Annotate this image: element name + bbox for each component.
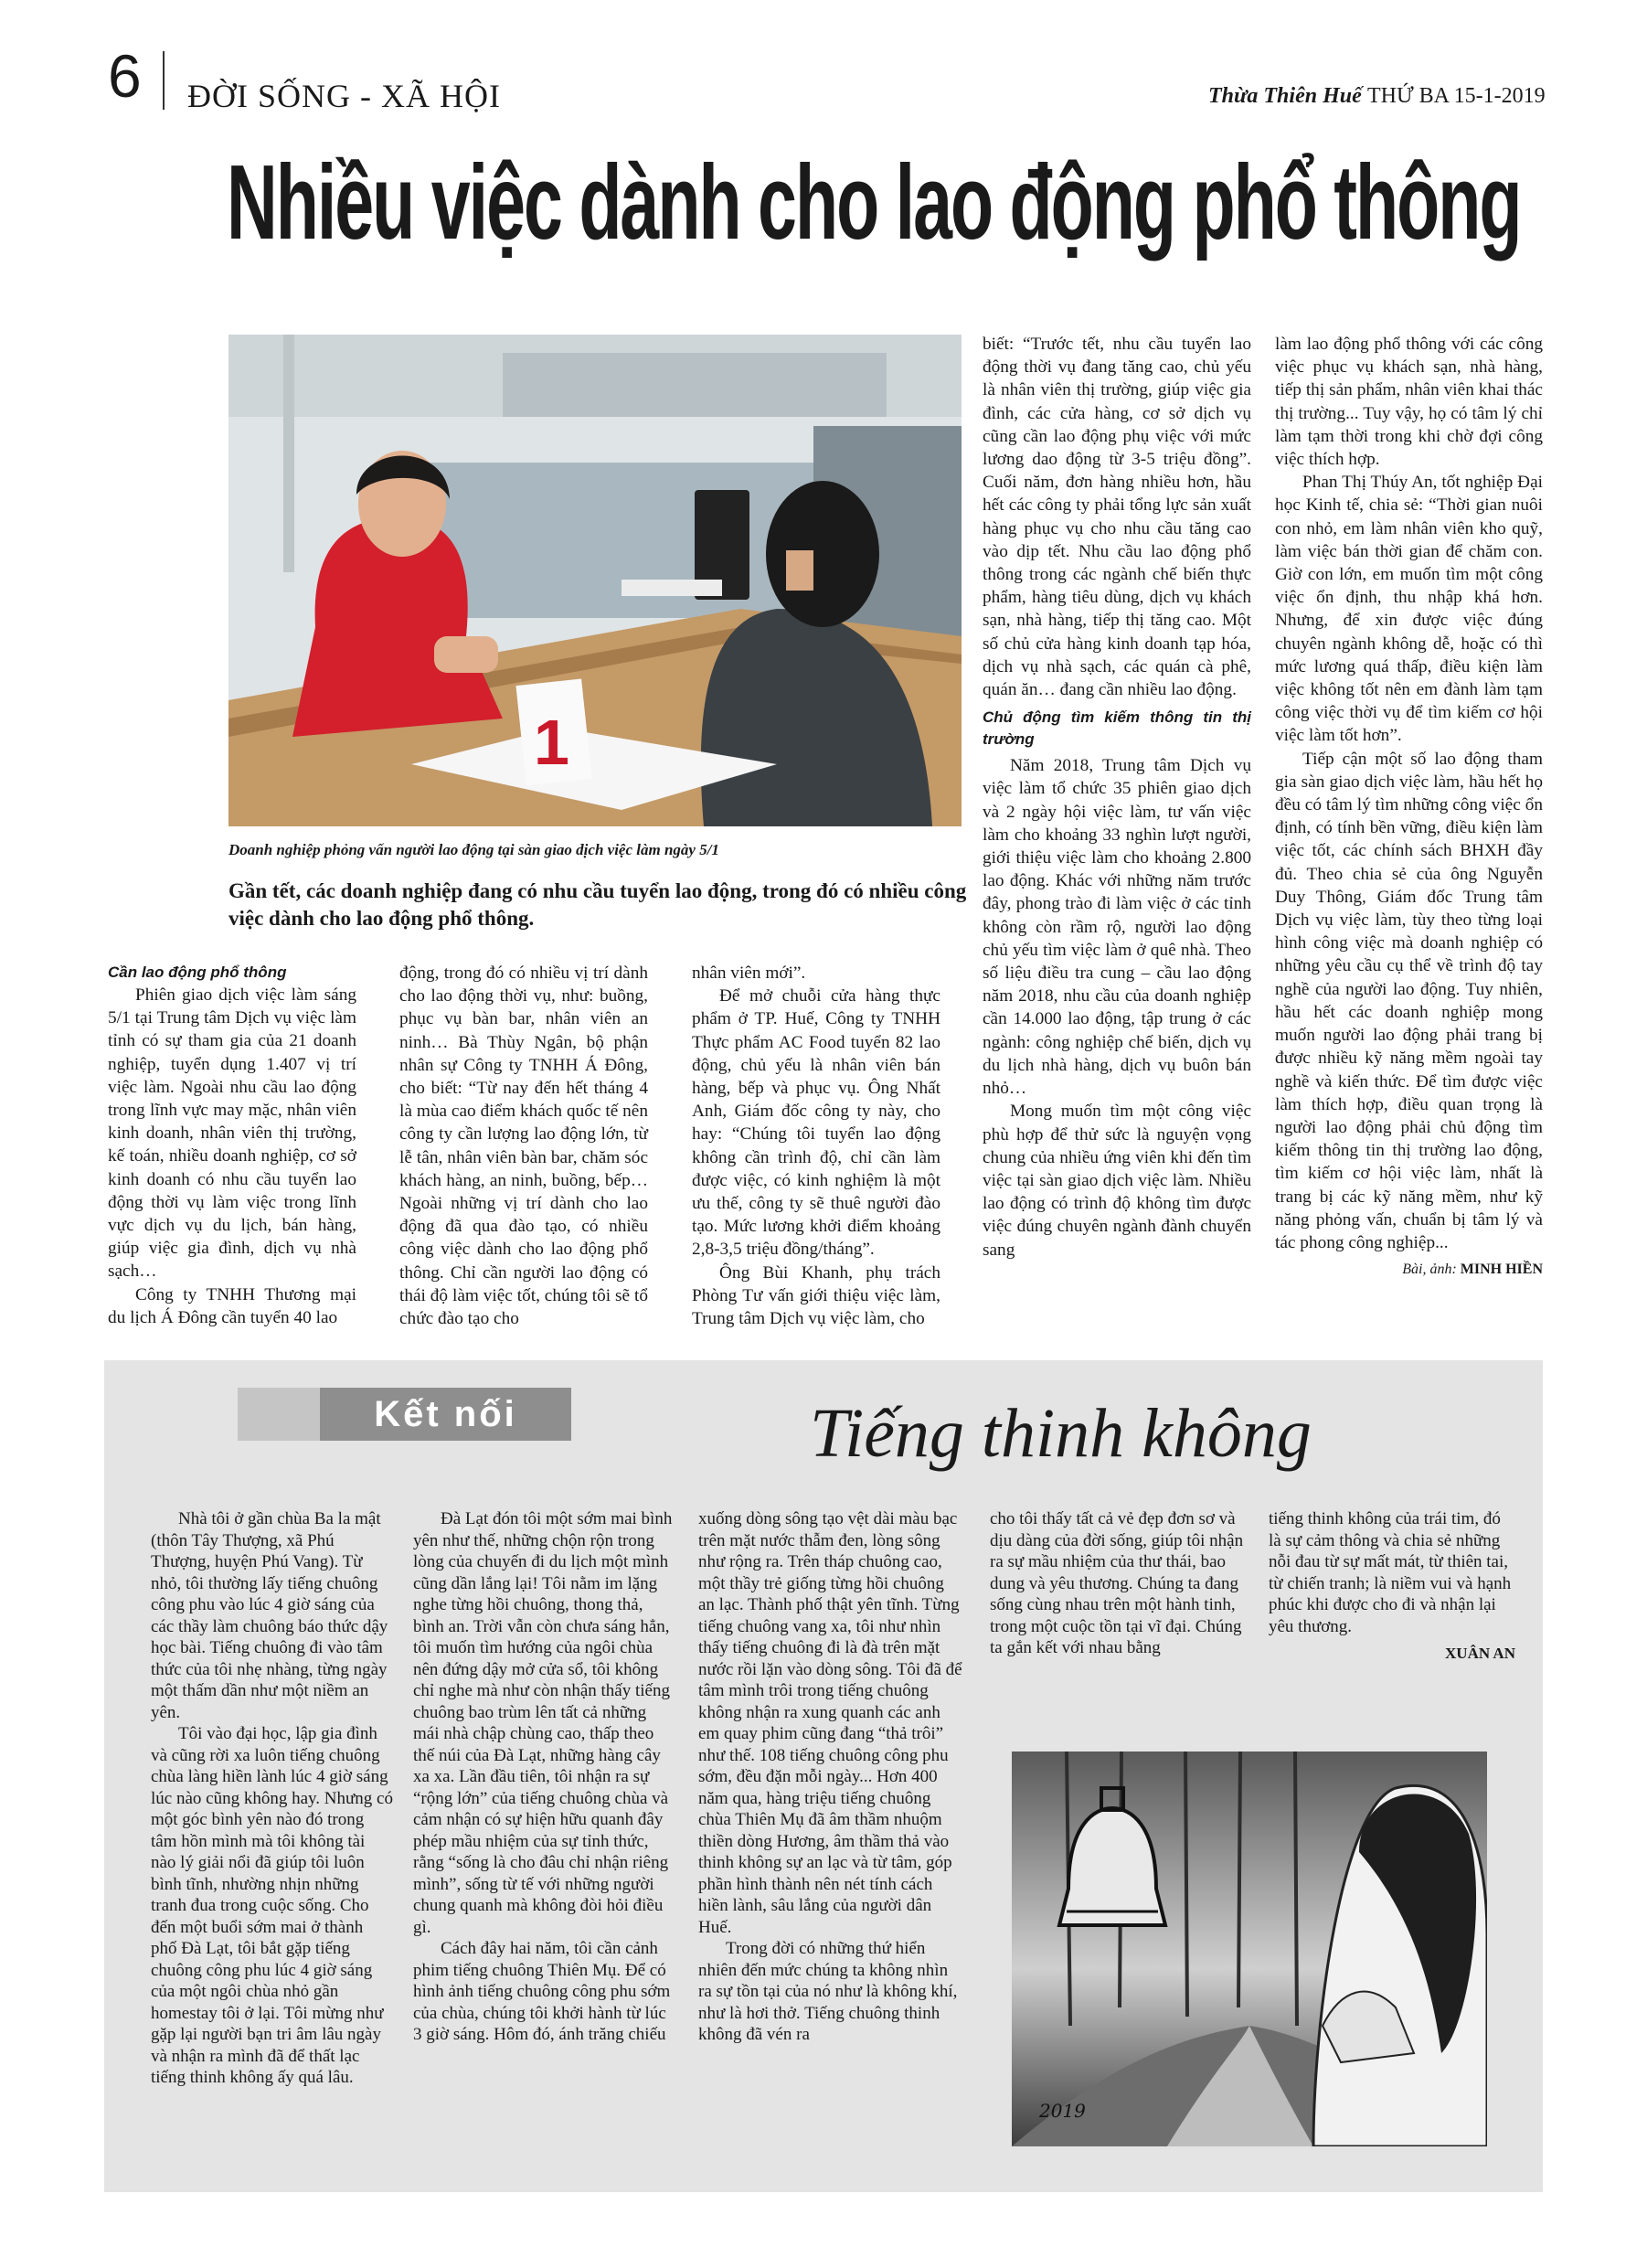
bell-and-girl-drawing (1012, 1752, 1487, 2146)
paragraph: Ông Bùi Khanh, phụ trách Phòng Tư vấn giới thiệu việc làm, Trung tâm Dịch vụ việc làm, cho (692, 1262, 940, 1329)
byline-author: MINH HIỀN (1460, 1262, 1543, 1278)
page-number: 6 (108, 42, 142, 110)
paragraph: Công ty TNHH Thương mại du lịch Á Đông cần tuyển 40 lao (108, 1284, 356, 1327)
issue-date: THỨ BA 15-1-2019 (1367, 84, 1546, 108)
photo-caption: Doanh nghiệp phỏng vấn người lao động tại sàn giao dịch việc làm ngày 5/1 (228, 841, 719, 858)
paragraph: Nhà tôi ở gần chùa Ba la mật (thôn Tây Thượng, xã Phú Thượng, huyện Phú Vang). Từ nhỏ, tôi thường lấy tiếng chuông công phu vào lúc 4 giờ sáng của các thầy làm chuông báo thức dậy học bài. Tiếng chuông đi vào tâm thức của tôi nhẹ nhàng, từng ngày một thấm dần như một niềm an yên. (151, 1509, 388, 1722)
paragraph: Phiên giao dịch việc làm sáng 5/1 tại Trung tâm Dịch vụ việc làm tỉnh có sự tham gia của 21 doanh nghiệp, tuyển dụng 1.407 vị trí việc làm. Ngoài nhu cầu lao động trong lĩnh vực may mặc, nhân viên kinh doanh, nhân viên thị trường, kế toán, nhiều doanh nghiệp, cơ sở kinh doanh có nhu cầu tuyển lao động thời vụ làm việc trong lĩnh vực dịch vụ du lịch, bán hàng, giúp việc gia đình, dịch vụ nhà sạch… (108, 985, 356, 1282)
essay-author: XUÂN AN (1445, 1645, 1515, 1662)
newspaper-name: Thừa Thiên Huế (1208, 84, 1362, 108)
paragraph: Mong muốn tìm một công việc phù hợp để thử sức là nguyện vọng chung của nhiều ứng viên khi đến tìm việc tại sàn giao dịch việc làm. Nhiều lao động có trình độ không tìm được việc đúng chuyên ngành đành chuyển sang (983, 1102, 1251, 1260)
article-column-1 (108, 962, 356, 1329)
desk-sign-number: 1 (534, 707, 569, 778)
paragraph: Trong đời có những thứ hiển nhiên đến mức chúng ta không nhìn ra sự tồn tại của nó như là không khí, như là hơi thở. Tiếng chuông thinh không đã vén ra (698, 1939, 958, 2044)
paragraph: tiếng thinh không của trái tim, đó là sự cảm thông và chia sẻ những nỗi đau từ sự mất mát, từ thiên tai, từ chiến tranh; là niềm vui và hạnh phúc khi được cho đi và nhận lại yêu thương. (1269, 1509, 1512, 1636)
paragraph: biết: “Trước tết, nhu cầu tuyển lao động thời vụ đang tăng cao, chủ yếu là nhân viên thị trường, giúp việc gia đình, các cửa hàng, cơ sở dịch vụ cũng cần lao động phụ việc với mức lương dao động từ 3-5 triệu đồng”. Cuối năm, đơn hàng nhiều hơn, hầu hết các công ty phải tổng lực sản xuất hàng phục vụ cho nhu cầu tăng cao vào dịp tết. Nhu cầu lao động phổ thông trong các ngành chế biến thực phẩm, hàng tiêu dùng, dịch vụ khách sạn, nhà hàng, tiếp thị tăng cao. Một số chủ cửa hàng kinh doanh tạp hóa, dịch vụ nhà sạch, các quán cà phê, quán ăn… đang cần nhiều lao động. (983, 335, 1251, 700)
paragraph: Năm 2018, Trung tâm Dịch vụ việc làm tổ chức 35 phiên giao dịch và 2 ngày hội việc làm, tư vấn việc làm cho khoảng 33 nghìn lượt người, giới thiệu việc làm cho khoảng 2.800 lao động. Khác với những năm trước đây, phong trào đi làm việc ở các tỉnh không còn rầm rộ, người lao động chủ yếu tìm việc làm ở quê nhà. Theo số liệu điều tra cung – cầu lao động năm 2018, nhu cầu của doanh nghiệp cần 14.000 lao động, tập trung ở các ngành: công nghiệp chế biến, dịch vụ du lịch nhà hàng, dịch vụ buôn bán nhỏ… (983, 756, 1251, 1099)
section-tag: Kết nối (320, 1388, 571, 1441)
paragraph: Phan Thị Thúy An, tốt nghiệp Đại học Kinh tế, chia sẻ: “Thời gian nuôi con nhỏ, em làm nhân viên kho quỹ, làm việc bán thời gian để chăm con. Giờ con lớn, em muốn tìm một công việc ổn định, thu nhập khá hơn. Nhưng, để xin được việc đúng chuyên ngành không dễ, hoặc có thì mức lương quá thấp, điều kiện làm việc không tốt nên em đành làm tạm công việc thời vụ để tìm kiếm cơ hội việc làm tốt hơn”. (1275, 473, 1543, 746)
paragraph: cho tôi thấy tất cả vẻ đẹp đơn sơ và dịu dàng của đời sống, giúp tôi nhận ra sự mầu nhiệm của thư thái, bao dung và yêu thương. Chúng ta đang sống cùng nhau trên một hành tinh, trong một cuộc tồn tại vĩ đại. Chúng ta gắn kết với nhau bằng (990, 1509, 1244, 1657)
paragraph: nhân viên mới”. (692, 964, 806, 983)
subhead-lao-dong: Cần lao động phổ thông (108, 964, 287, 981)
paragraph: Tiếp cận một số lao động tham gia sàn giao dịch việc làm, hầu hết họ đều có tâm lý tìm những công việc ổn định, có tính bền vững, điều kiện làm việc tốt, các chính sách BHXH đầy đủ. Theo chia sẻ của ông Nguyễn Duy Thông, Giám đốc Trung tâm Dịch vụ việc làm, tùy theo từng loại hình công việc mà doanh nghiệp có những yêu cầu cụ thể về trình độ tay nghề của người lao động. Tuy nhiên, hầu hết các doanh nghiệp mong muốn người lao động phải trang bị được nhiều kỹ năng mềm ngoài tay nghề và kiến thức. Để tìm được việc làm thích hợp, điều quan trọng là người lao động phải chủ động tìm kiếm thông tin thị trường lao động, tìm kiếm cơ hội việc làm, nhất là trang bị các kỹ năng mềm, như kỹ năng phỏng vấn, chuẩn bị tâm lý và tác phong công nghiệp... (1275, 749, 1543, 1252)
article-column-5 (1275, 333, 1543, 1281)
paragraph: động, trong đó có nhiều vị trí dành cho lao động thời vụ, như: buồng, phục vụ bàn bar, nhân viên an ninh… Bà Thùy Ngân, bộ phận nhân sự Công ty TNHH Á Đông, cho biết: “Từ nay đến hết tháng 4 là mùa cao điểm khách quốc tế nên công ty cần lượng lao động lớn, từ lễ tân, nhân viên bàn bar, chăm sóc khách hàng, an ninh, buồng, bếp… Ngoài những vị trí dành cho lao động đã qua đào tạo, có nhiều công việc dành cho lao động phổ thông. Chỉ cần người lao động có thái độ làm việc tốt, chúng tôi sẽ tổ chức đào tạo cho (399, 964, 648, 1329)
paragraph: làm lao động phổ thông với các công việc phục vụ khách sạn, nhà hàng, tiếp thị sản phẩm, nhân viên khai thác thị trường... Tuy vậy, họ có tâm lý chỉ làm tạm thời trong khi chờ đợi công việc thích hợp. (1275, 335, 1543, 470)
article-photo (228, 335, 962, 826)
photo-illustration (228, 335, 962, 826)
paragraph: Đà Lạt đón tôi một sớm mai bình yên như thế, những chộn rộn trong lòng của chuyến đi du lịch một mình cũng dần lắng lại! Tôi nằm im lặng nghe từng hồi chuông, thong thả, bình an. Trời vẫn còn chưa sáng hẳn, tôi muốn tìm hướng của ngôi chùa nên đứng dậy mở cửa sổ, tôi không chỉ nghe mà như còn nhận thấy tiếng chuông bao trùm lên tất cả những mái nhà chập chùng cao, thấp theo thế núi của Đà Lạt, những hàng cây xa xa. Lần đầu tiên, tôi nhận ra sự “rộng lớn” của tiếng chuông chùa và cảm nhận có sự hiện hữu quanh đây phép mầu nhiệm của sự tỉnh thức, rằng “sống là cho đâu chỉ nhận riêng mình”, sống từ tế với những người chung quanh mà không đòi hỏi điều gì. (413, 1509, 673, 1937)
paragraph: xuống dòng sông tạo vệt dài màu bạc trên mặt nước thẫm đen, lòng sông như rộng ra. Trên tháp chuông cao, một thầy trẻ giống từng hồi chuông an lạc. Thành phố thật yên tĩnh. Từng tiếng chuông vang xa, tôi như nhìn thấy tiếng chuông đi là đà trên mặt nước rồi lặn vào dòng sông. Tôi đã để tâm mình trôi trong tiếng chuông không nhận ra xung quanh các anh em quay phim cũng đang “thả trôi” như thế. 108 tiếng chuông công phu sớm, đều đặn mỗi ngày... Hơn 400 năm qua, hàng triệu tiếng chuông chùa Thiên Mụ đã âm thầm nhuộm thiền dòng Hương, âm thầm thả vào thinh không sự an lạc và từ tâm, góp phần hình thành nên nét tính cách hiền lành, sâu lắng của người dân Huế. (698, 1509, 962, 1937)
byline-prefix: Bài, ảnh: (1402, 1262, 1457, 1278)
paragraph: Tôi vào đại học, lập gia đình và cũng rời xa luôn tiếng chuông chùa làng hiền lành lúc 4 giờ sáng lúc nào cũng không hay. Nhưng có một góc bình yên nào đó trong tâm hồn mình mà tôi không tài nào lý giải nổi đã giúp tôi luôn bình tĩnh, nhường nhịn những tranh đua trong cuộc sống. Cho đến một buổi sớm mai ở thành phố Đà Lạt, tôi bắt gặp tiếng chuông công phu lúc 4 giờ sáng của một ngôi chùa nhỏ gần homestay tôi ở lại. Tôi mừng như gặp lại người bạn tri âm lâu ngày và nhận ra mình đã để thất lạc tiếng thinh không ấy quá lâu. (151, 1724, 393, 2087)
article-column-2 (399, 962, 648, 1330)
essay-column-1 (151, 1508, 393, 2089)
essay-column-4 (990, 1508, 1248, 1659)
artist-signature: 2019 (1039, 2100, 1086, 2122)
section-title: ĐỜI SỐNG - XÃ HỘI (187, 78, 501, 114)
sapo: Gần tết, các doanh nghiệp đang có nhu cầu tuyển lao động, trong đó có nhiều công việc dành cho lao động phổ thông. (228, 879, 967, 930)
headline: Nhiều việc dành cho lao động phổ thông (227, 143, 1521, 261)
byline (1275, 1258, 1543, 1281)
essay-illustration (1012, 1752, 1487, 2146)
paragraph: Cách đây hai năm, tôi cần cảnh phim tiếng chuông Thiên Mụ. Để có hình ảnh tiếng chuông công phu sớm của chùa, chúng tôi khởi hành từ lúc 3 giờ sáng. Hôm đó, ánh trăng chiếu (413, 1939, 671, 2044)
essay-column-3 (698, 1508, 963, 2046)
subhead-thi-truong: Chủ động tìm kiếm thông tin thị trường (983, 708, 1251, 749)
paragraph: Để mở chuỗi cửa hàng thực phẩm ở TP. Huế, Công ty TNHH Thực phẩm AC Food tuyển 82 lao động, chủ yếu là nhân viên bán hàng, bếp và phục vụ. Ông Nhất Anh, Giám đốc công ty này, cho hay: “Chúng tôi tuyển lao động không cần trình độ, chỉ cần làm được việc, có kinh nghiệm là một ưu thế, công ty sẽ thuê người đào tạo. Mức lương khởi điểm khoảng 2,8-3,5 triệu đồng/tháng”. (692, 986, 940, 1260)
essay-column-2 (413, 1508, 676, 2046)
article-column-3 (692, 962, 940, 1330)
article-column-4 (983, 333, 1251, 1262)
essay-column-5 (1269, 1508, 1515, 1665)
header-divider (163, 51, 165, 110)
essay-title: Tiếng thinh không (810, 1395, 1312, 1472)
